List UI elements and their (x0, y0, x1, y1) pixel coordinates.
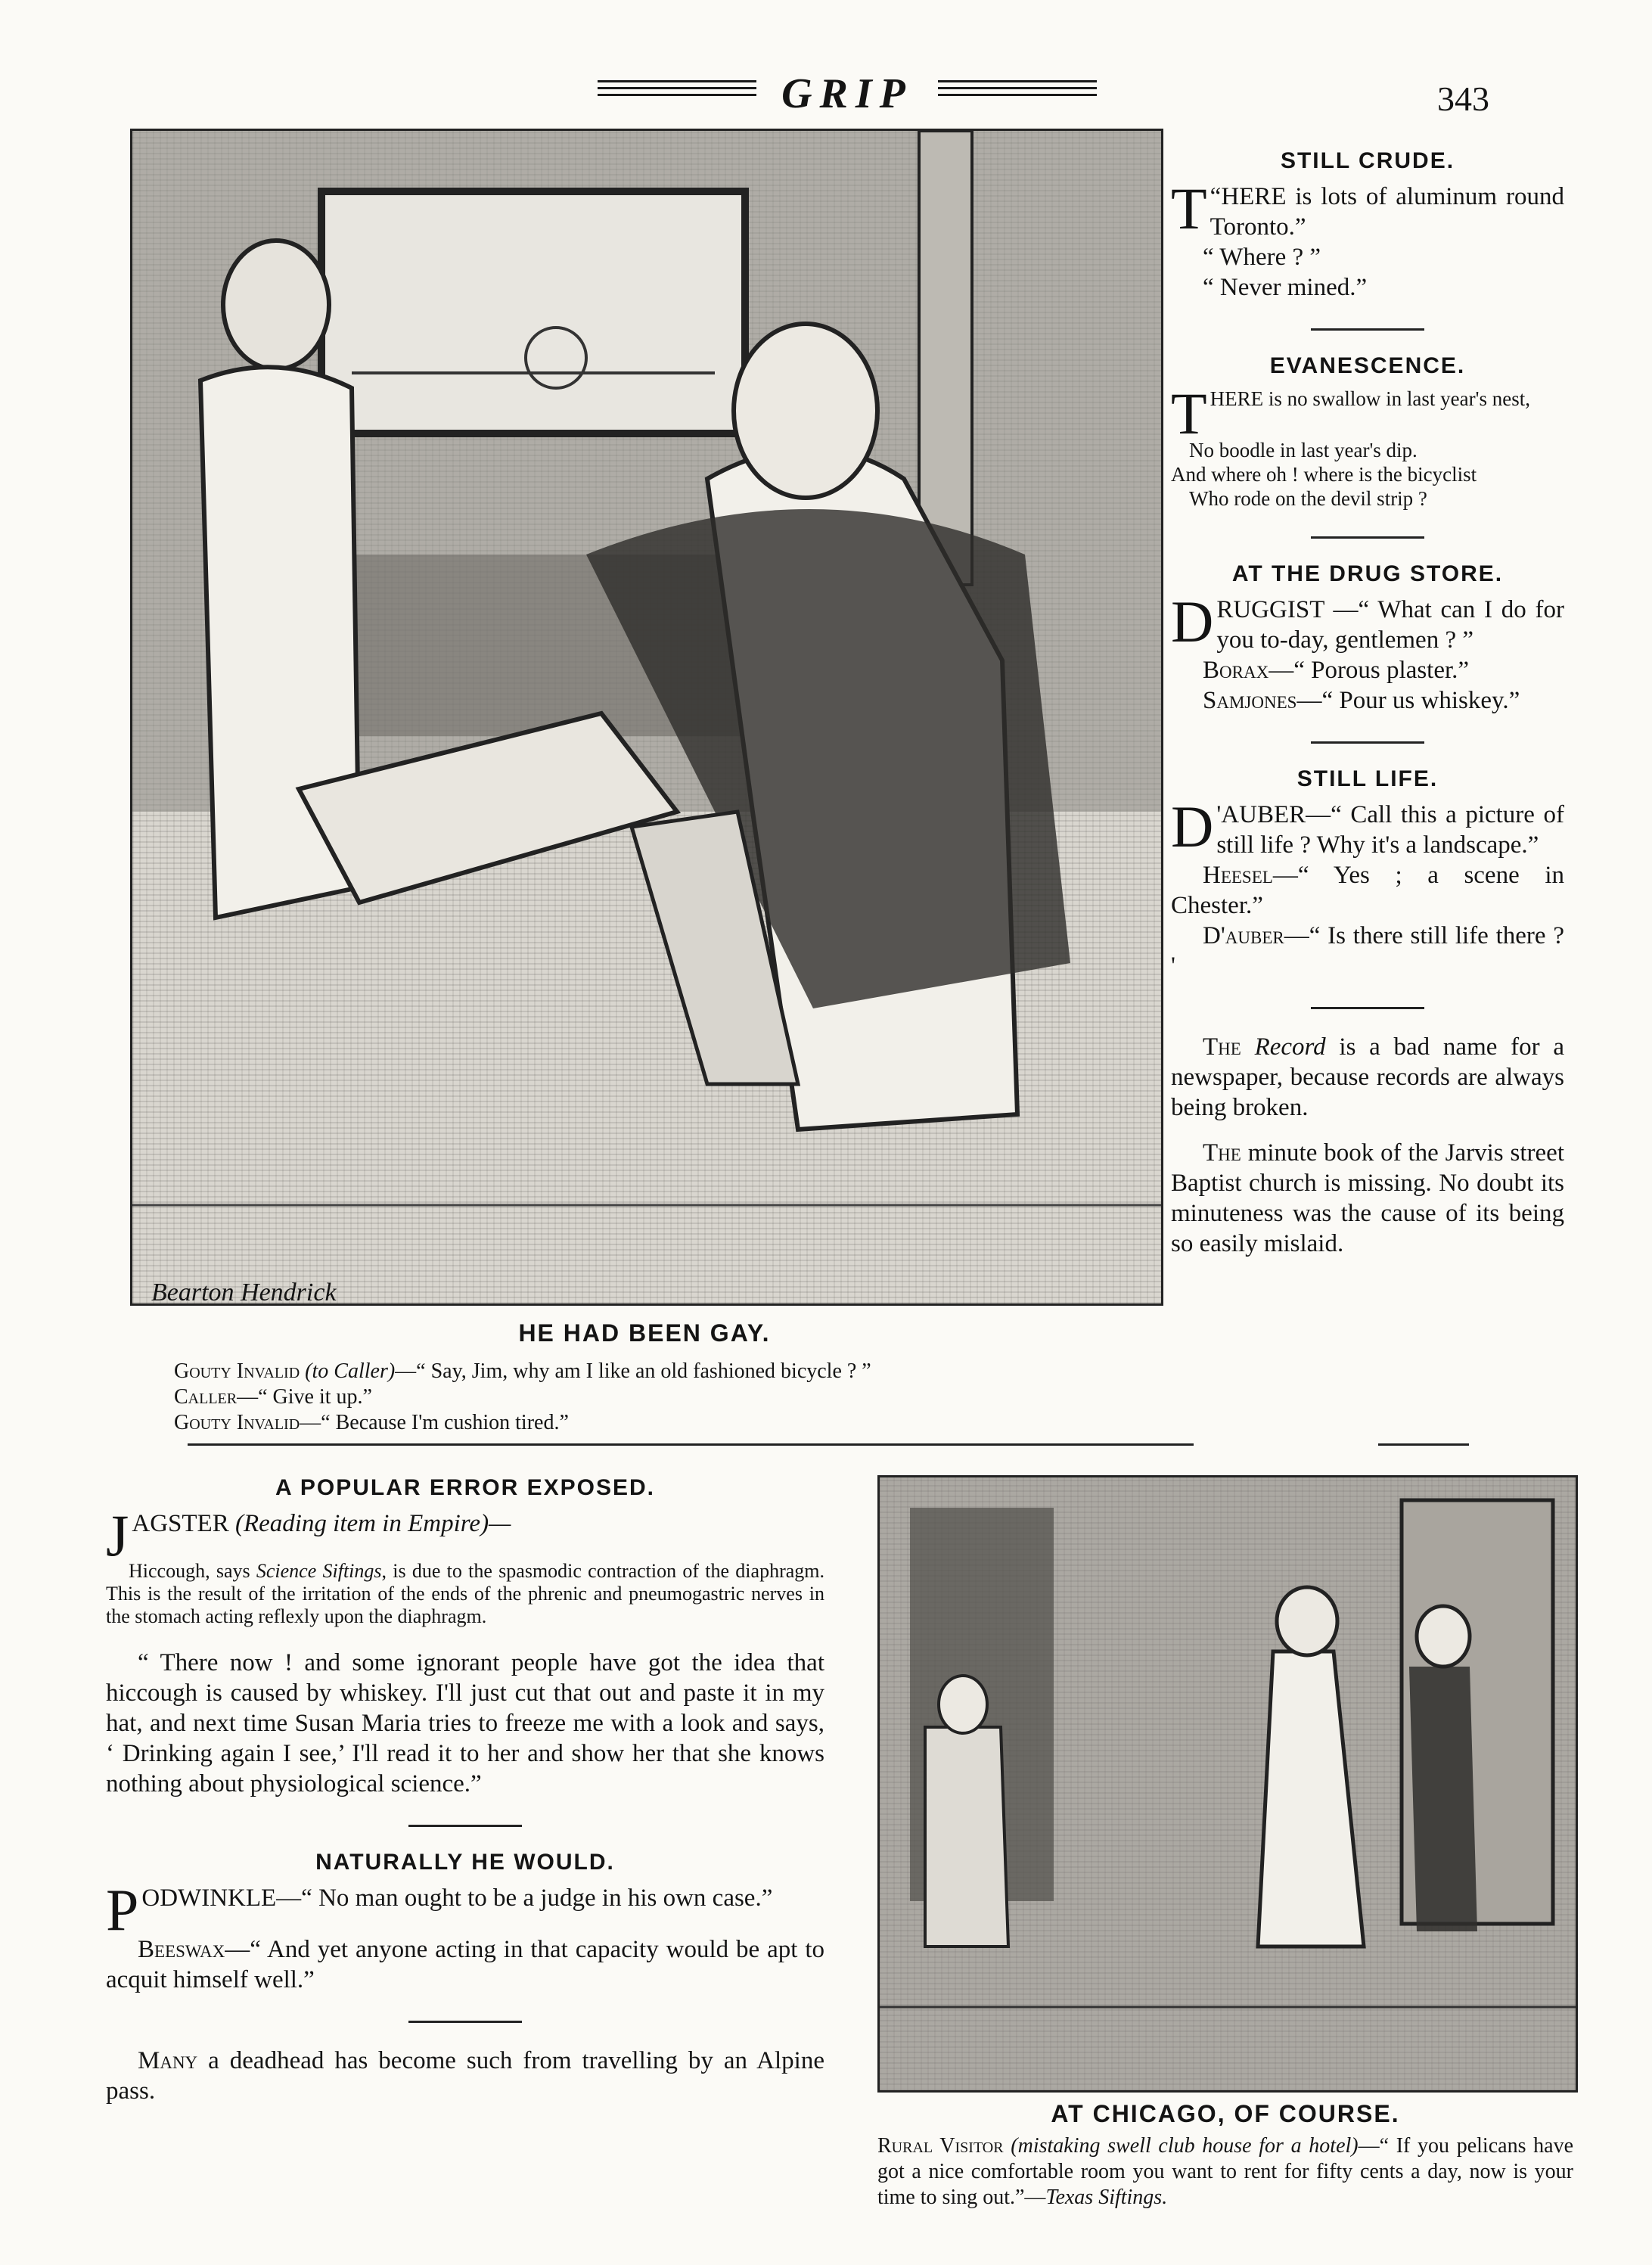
page-number: 343 (1437, 79, 1489, 118)
section-rule (1311, 1007, 1424, 1009)
main-cartoon-drawing (132, 131, 1161, 1303)
still-crude-section: STILL CRUDE. “ T HERE is lots of aluminum round Toronto.” “ Where ? ” “ Never mined.” (1171, 148, 1564, 301)
still-crude-dropcap: T (1171, 176, 1207, 241)
still-life-dropcap: D (1171, 794, 1214, 859)
chicago-cartoon-title: AT CHICAGO, OF COURSE. (1051, 2100, 1400, 2127)
masthead-rule-left (598, 80, 756, 106)
right-column-end-rule (1378, 1443, 1469, 1446)
minute-book-paragraph: The minute book of the Jarvis street Baptist church is missing. No doubt its minuteness was the cause of its being so easily mislaid. (1171, 1139, 1564, 1257)
still-crude-title: STILL CRUDE. (1280, 148, 1455, 173)
section-rule (408, 2021, 522, 2023)
evanescence-dropcap: T (1171, 381, 1207, 446)
main-cartoon-title: HE HAD BEEN GAY. (518, 1319, 771, 1347)
main-cartoon-illustration (130, 129, 1163, 1306)
page-divider (188, 1443, 1194, 1446)
chicago-cartoon-illustration (877, 1475, 1578, 2093)
right-column (1171, 148, 1564, 1259)
masthead (598, 70, 1097, 115)
caption-line-3: Gouty Invalid—“ Because I'm cushion tired.” (174, 1411, 569, 1434)
record-paragraph: The Record is a bad name for a newspaper, because records are always being broken. (1171, 1033, 1564, 1121)
section-rule (1311, 536, 1424, 539)
evanescence-title: EVANESCENCE. (1269, 353, 1466, 378)
section-rule (1311, 328, 1424, 331)
caption-line-2: Caller—“ Give it up.” (174, 1385, 372, 1409)
section-rule (1311, 741, 1424, 744)
bottom-left-column (106, 1475, 824, 2106)
quoted-item: Hiccough, says Science Siftings, is due to the spasmodic contraction of the diaphragm. This is the result of the irritation of the ends of the phrenic and pneumogastric nerves in the stomach acting reflexly upon the diaphragm. (106, 1560, 824, 1627)
chicago-cartoon-caption: Rural Visitor (mistaking swell club house for a hotel)—“ If you pelicans have got a nice comfortable room you want to rent for fifty cents a day, now is your time to sing out.”—Texas Siftings. (877, 2134, 1573, 2209)
drug-store-title: AT THE DRUG STORE. (1231, 561, 1504, 586)
still-life-title: STILL LIFE. (1296, 766, 1439, 791)
caption-line-1: Gouty Invalid (to Caller)—“ Say, Jim, why am I like an old fashioned bicycle ? ” (174, 1359, 871, 1383)
naturally-section: NATURALLY HE WOULD. PODWINKLE—“ No man ought to be a judge in his own case.” Beeswax—“ And yet anyone acting in that capacity would be apt to acquit himself well.” (106, 1850, 824, 1993)
chicago-cartoon-drawing (880, 1477, 1576, 2090)
popular-error-dropcap: J (106, 1502, 129, 1568)
popular-error-title: A POPULAR ERROR EXPOSED. (275, 1475, 655, 1500)
main-cartoon-caption (174, 1359, 1157, 1436)
popular-error-body: “ There now ! and some ignorant people have got the idea that hiccough is caused by whiskey. I'll just cut that out and paste it in my hat, and next time Susan Maria tries to freeze me with a look and says, ‘ Drinking again I see,’ I'll read it to her and show her that she knows nothing about physiological science.” (106, 1649, 824, 1797)
masthead-rule-right (938, 80, 1097, 106)
deadhead-paragraph: Many a deadhead has become such from travelling by an Alpine pass. (106, 2047, 824, 2105)
cartoon-signature: Bearton Hendrick (151, 1279, 337, 1306)
drug-store-dropcap: D (1171, 589, 1214, 654)
evanescence-section: EVANESCENCE. THERE is no swallow in last year's nest, No boodle in last year's dip. And where oh ! where is the bicyclist Who rode on the devil strip ? (1171, 353, 1564, 511)
still-life-section: STILL LIFE. D 'AUBER—“ Call this a picture of still life ? Why it's a landscape.” Heesel—“ Yes ; a scene in Chester.” D'auber—“ Is there still life there ? ' (1171, 766, 1564, 980)
masthead-title: GRIP (781, 70, 913, 117)
section-rule (408, 1825, 522, 1827)
naturally-title: NATURALLY HE WOULD. (315, 1850, 615, 1875)
drug-store-section: AT THE DRUG STORE. DRUGGIST —“ What can I do for you to-day, gentlemen ? ” Borax—“ Porous plaster.” Samjones—“ Pour us whiskey.” (1171, 561, 1564, 714)
popular-error-section: A POPULAR ERROR EXPOSED. JAGSTER (Reading item in Empire)— Hiccough, says Science Siftings, is due to the spasmodic contraction of the diaphragm. This is the result of the irritation of the ends of the phrenic and pneumogastric nerves in the stomach acting reflexly upon the diaphragm. “ There now ! and some ignorant people have got the idea that hiccough is caused by whiskey. I'll just cut that out and paste it in my hat, and next time Susan Maria tries to freeze me with a look and says, ‘ Drinking again I see,’ I'll read it to her and show her that she knows nothing about physiological science.” (106, 1475, 824, 1797)
naturally-dropcap: P (106, 1877, 139, 1943)
